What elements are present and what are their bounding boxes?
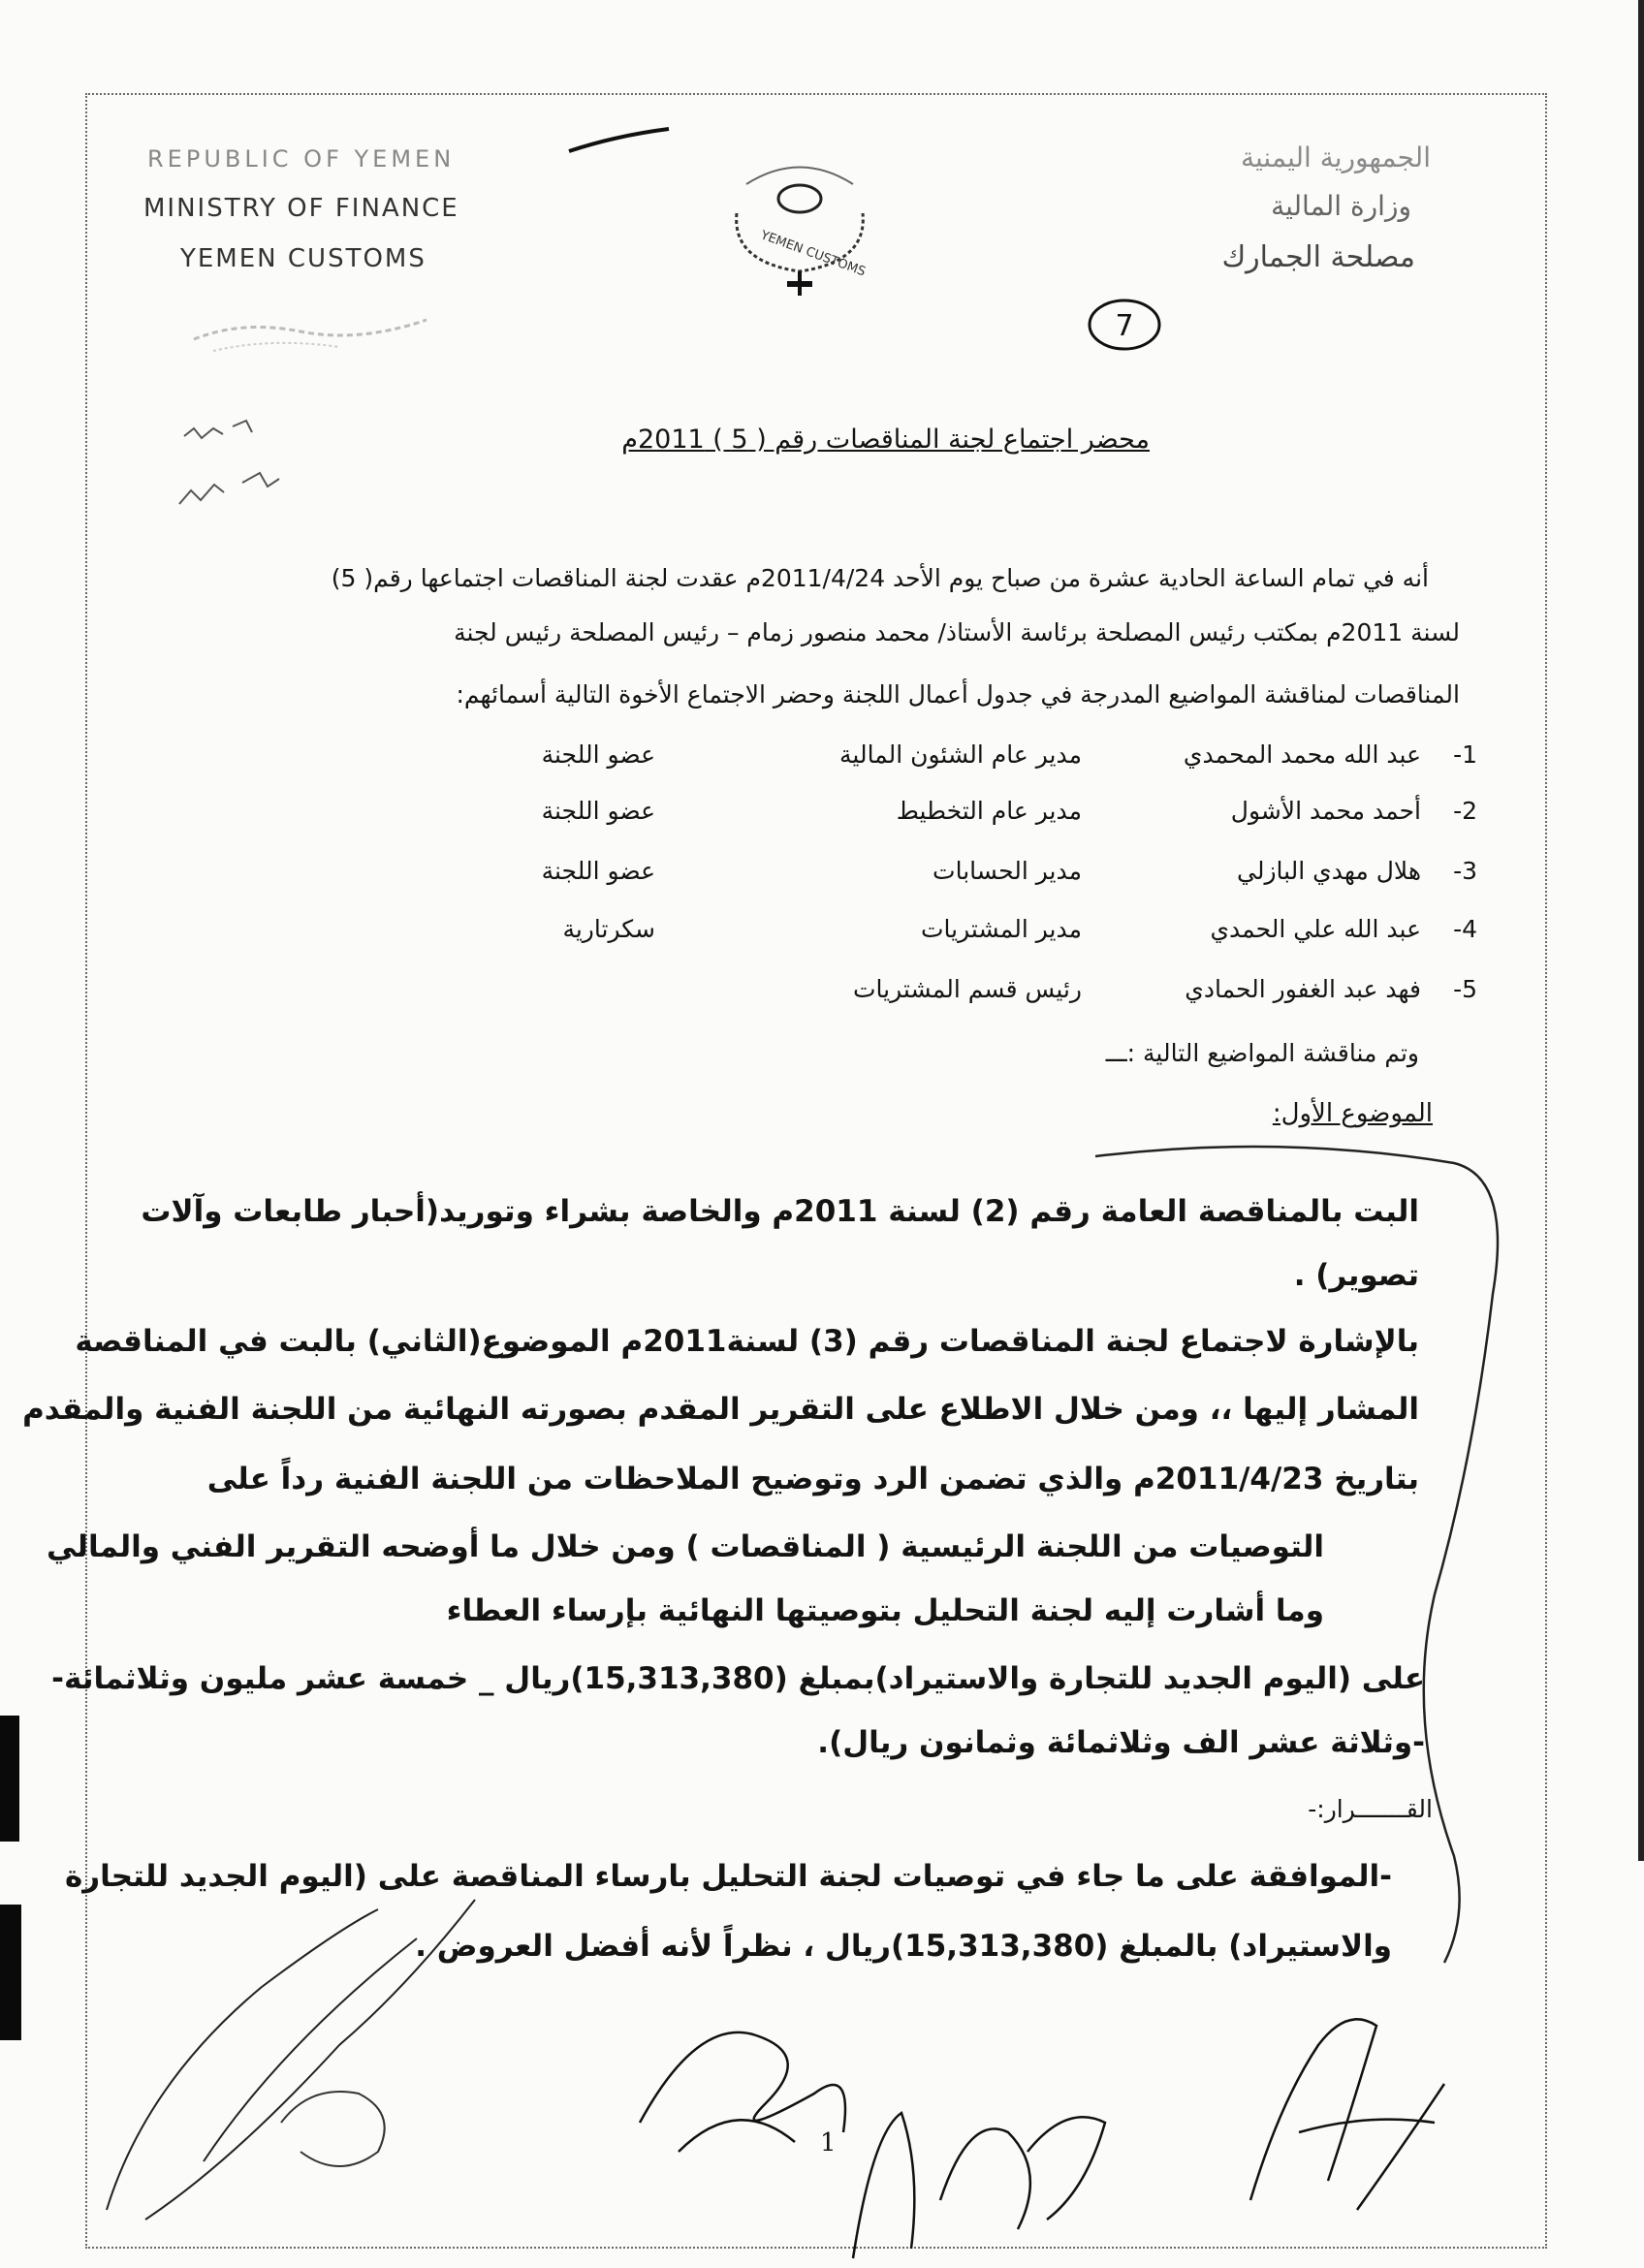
first-topic-heading: الموضوع الأول: (1272, 1099, 1433, 1128)
attendee-role: عضو اللجنة (541, 857, 655, 885)
letterhead-customs: YEMEN CUSTOMS (180, 244, 427, 273)
body-line-8: على (اليوم الجديد للتجارة والاستيراد)بمبلغ (15,313,380)ريال _ خمسة عشر مليون وثلاثمائة- (51, 1661, 1425, 1696)
letterhead-republic: REPUBLIC OF YEMEN (147, 145, 456, 173)
attendee-name: عبد الله علي الحمدي (1210, 915, 1421, 943)
body-line-4: المشار إليها ،، ومن خلال الاطلاع على التقرير المقدم بصورته النهائية من اللجنة الفنية والمقدم (22, 1392, 1419, 1427)
emblem-text: YEMEN CUSTOMS (758, 228, 868, 280)
page-number: 1 (820, 2128, 837, 2158)
attendee-position: مدير عام الشئون المالية (839, 740, 1082, 769)
body-line-3: بالإشارة لاجتماع لجنة المناقصات رقم (3) لسنة2011م الموضوع(الثاني) بالبت في المناقصة (75, 1324, 1419, 1359)
attendee-position: مدير الحسابات (933, 857, 1082, 885)
decision-heading: القـــــــرار:- (1308, 1795, 1433, 1823)
attendee-number: 1- (1453, 740, 1477, 769)
body-line-2: تصوير) . (1293, 1258, 1419, 1293)
attendee-number: 3- (1453, 857, 1477, 885)
letterhead-arabic-republic: الجمهورية اليمنية (1240, 142, 1431, 173)
attendee-number: 2- (1453, 797, 1477, 825)
attendee-name: فهد عبد الغفور الحمادي (1185, 975, 1421, 1003)
signature-bottom-center (834, 2055, 1124, 2268)
document-title: محضر اجتماع لجنة المناقصات رقم ( 5 ) 2011م (621, 425, 1150, 455)
scan-edge-mark-top (0, 1716, 19, 1842)
attendee-name: هلال مهدي البازلي (1236, 857, 1421, 885)
letterhead-arabic-ministry: وزارة المالية (1271, 190, 1411, 222)
attendee-position: رئيس قسم المشتريات (853, 975, 1082, 1003)
letterhead-ministry: MINISTRY OF FINANCE (143, 194, 459, 223)
attendee-role: عضو اللجنة (541, 797, 655, 825)
body-line-6: التوصيات من اللجنة الرئيسية ( المناقصات ) ومن خلال ما أوضحه التقرير الفني والمالي (47, 1529, 1324, 1564)
faded-stamp-scribble (184, 291, 436, 368)
pen-stroke (567, 126, 674, 155)
discussion-intro: وتم مناقشة المواضيع التالية :ـــ (1105, 1039, 1419, 1067)
attendee-position: مدير المشتريات (921, 915, 1082, 943)
intro-line-2: لسنة 2011م بمكتب رئيس المصلحة برئاسة الأستاذ/ محمد منصور زمام – رئيس المصلحة رئيس لجنة (454, 618, 1460, 646)
attendee-role: سكرتارية (562, 915, 655, 943)
svg-text:7: 7 (1115, 309, 1134, 343)
signature-right (1212, 1987, 1464, 2239)
handwritten-numbers (174, 397, 339, 523)
body-line-7: وما أشارت إليه لجنة التحليل بتوصيتها النهائية بإرساء العطاء (446, 1593, 1324, 1628)
attendee-number: 4- (1453, 915, 1477, 943)
attendee-name: عبد الله محمد المحمدي (1183, 740, 1421, 769)
letterhead-arabic-customs: مصلحة الجمارك (1221, 240, 1415, 274)
circled-number-mark (1086, 297, 1163, 353)
body-line-5: بتاريخ 2011/4/23م والذي تضمن الرد وتوضيح الملاحظات من اللجنة الفنية رداً على (206, 1462, 1419, 1496)
customs-emblem (708, 145, 892, 300)
body-line-1: البت بالمناقصة العامة رقم (2) لسنة 2011م والخاصة بشراء وتوريد(أحبار طابعات وآلات (141, 1194, 1419, 1229)
decision-line-1: -الموافقة على ما جاء في توصيات لجنة التحليل بارساء المناقصة على (اليوم الجديد للتجارة (64, 1859, 1392, 1894)
intro-line-3: المناقصات لمناقشة المواضيع المدرجة في جدول أعمال اللجنة وحضر الاجتماع الأخوة التالية أسمائهم: (456, 680, 1460, 709)
attendee-role: عضو اللجنة (541, 740, 655, 769)
scan-edge-mark-bottom (0, 1905, 21, 2040)
attendee-name: أحمد محمد الأشول (1230, 797, 1421, 825)
intro-line-1: أنه في تمام الساعة الحادية عشرة من صباح يوم الأحد 2011/4/24م عقدت لجنة المناقصات اجتماعها رقم( 5) (331, 564, 1429, 592)
attendee-number: 5- (1453, 975, 1477, 1003)
decision-line-2: والاستيراد) بالمبلغ (15,313,380)ريال ، نظراً لأنه أفضل العروض . (415, 1929, 1392, 1964)
signature-left (87, 1871, 494, 2239)
attendee-position: مدير عام التخطيط (896, 797, 1082, 825)
scan-edge-mark-right (1638, 0, 1644, 1861)
body-line-9: -وثلاثة عشر الف وثلاثمائة وثمانون ريال). (817, 1725, 1425, 1760)
